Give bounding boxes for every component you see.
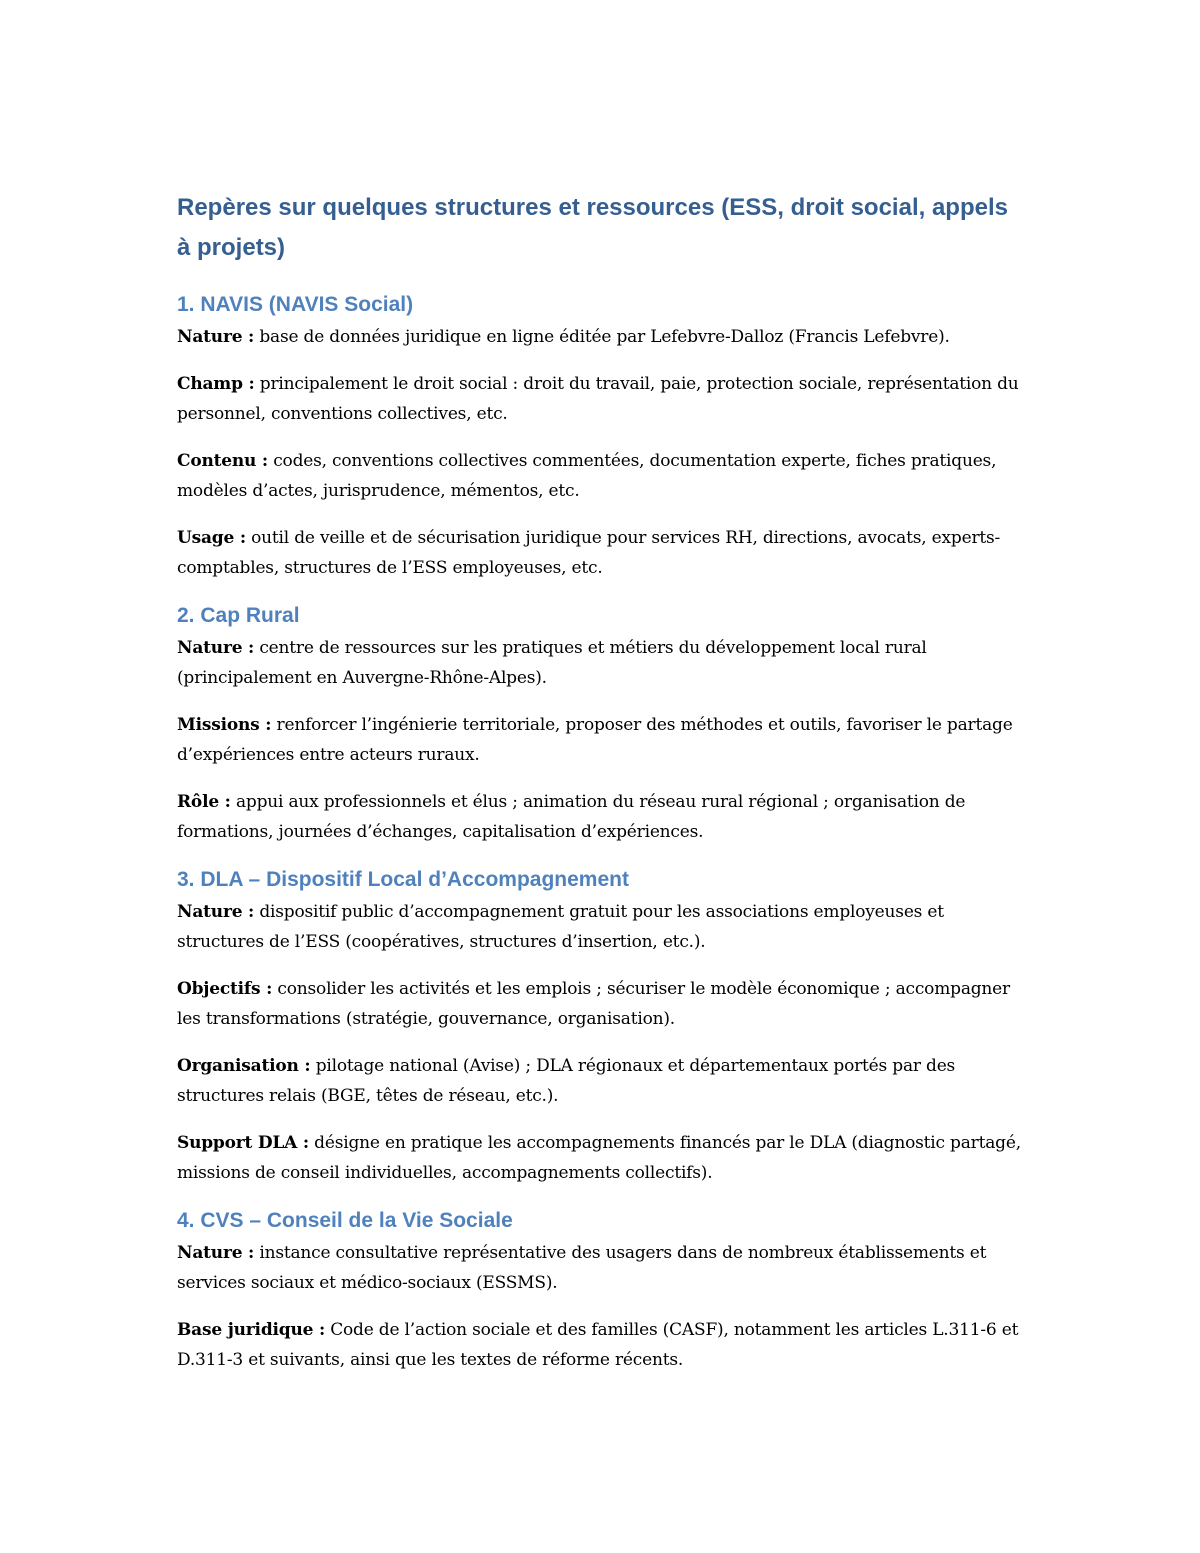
paragraph-text: consolider les activités et les emplois ; sécuriser le modèle économique ; accompagner les transformations (stratégie, gouvernance, organisation). [177,979,1010,1029]
section-heading: 2. Cap Rural [177,604,300,627]
paragraph-label: Missions : [177,715,272,735]
document-section [177,1207,1027,1375]
document-page [177,188,1027,1394]
definition-paragraph [177,974,1027,1034]
definition-paragraph [177,897,1027,957]
definition-paragraph [177,1238,1027,1298]
paragraph-text: instance consultative représentative des usagers dans de nombreux établissements et services sociaux et médico-sociaux (ESSMS). [177,1243,987,1293]
paragraph-label: Contenu : [177,451,269,471]
definition-paragraph [177,1128,1027,1188]
definition-paragraph [177,369,1027,429]
sections-container [177,291,1027,1375]
paragraph-text: centre de ressources sur les pratiques et métiers du développement local rural (principalement en Auvergne-Rhône-Alpes). [177,638,927,688]
paragraph-label: Support DLA : [177,1133,309,1153]
paragraph-label: Nature : [177,638,255,658]
paragraph-text: dispositif public d’accompagnement gratuit pour les associations employeuses et structures de l’ESS (coopératives, structures d’insertion, etc.). [177,902,944,952]
paragraph-label: Nature : [177,902,255,922]
definition-paragraph [177,446,1027,506]
document-section [177,602,1027,847]
paragraph-label: Champ : [177,374,255,394]
paragraph-text: renforcer l’ingénierie territoriale, proposer des méthodes et outils, favoriser le partage d’expériences entre acteurs ruraux. [177,715,1013,765]
section-heading: 3. DLA – Dispositif Local d’Accompagnement [177,868,629,891]
paragraph-label: Usage : [177,528,246,548]
paragraph-label: Organisation : [177,1056,311,1076]
paragraph-text: principalement le droit social : droit du travail, paie, protection sociale, représentation du personnel, conventions collectives, etc. [177,374,1019,424]
section-heading: 4. CVS – Conseil de la Vie Sociale [177,1209,513,1232]
paragraph-label: Nature : [177,1243,255,1263]
paragraph-label: Nature : [177,327,255,347]
paragraph-text: appui aux professionnels et élus ; animation du réseau rural régional ; organisation de formations, journées d’échanges, capitalisation d’expériences. [177,792,966,842]
paragraph-text: désigne en pratique les accompagnements financés par le DLA (diagnostic partagé, missions de conseil individuelles, accompagnements collectifs). [177,1133,1021,1183]
definition-paragraph [177,322,1027,352]
document-section [177,291,1027,583]
definition-paragraph [177,710,1027,770]
paragraph-text: codes, conventions collectives commentées, documentation experte, fiches pratiques, modèles d’actes, jurisprudence, mémentos, etc. [177,451,997,501]
definition-paragraph [177,1315,1027,1375]
section-heading: 1. NAVIS (NAVIS Social) [177,293,414,316]
paragraph-text: pilotage national (Avise) ; DLA régionaux et départementaux portés par des structures relais (BGE, têtes de réseau, etc.). [177,1056,956,1106]
definition-paragraph [177,633,1027,693]
paragraph-label: Rôle : [177,792,231,812]
definition-paragraph [177,523,1027,583]
paragraph-text: outil de veille et de sécurisation juridique pour services RH, directions, avocats, experts-comptables, structures de l’ESS employeuses, etc. [177,528,1001,578]
definition-paragraph [177,1051,1027,1111]
document-title: Repères sur quelques structures et ressources (ESS, droit social, appels à projets) [177,194,1008,261]
document-section [177,866,1027,1188]
paragraph-text: Code de l’action sociale et des familles (CASF), notamment les articles L.311-6 et D.311-3 et suivants, ainsi que les textes de réforme récents. [177,1320,1019,1370]
paragraph-text: base de données juridique en ligne éditée par Lefebvre-Dalloz (Francis Lefebvre). [254,327,950,347]
paragraph-label: Objectifs : [177,979,273,999]
paragraph-label: Base juridique : [177,1320,326,1340]
definition-paragraph [177,787,1027,847]
